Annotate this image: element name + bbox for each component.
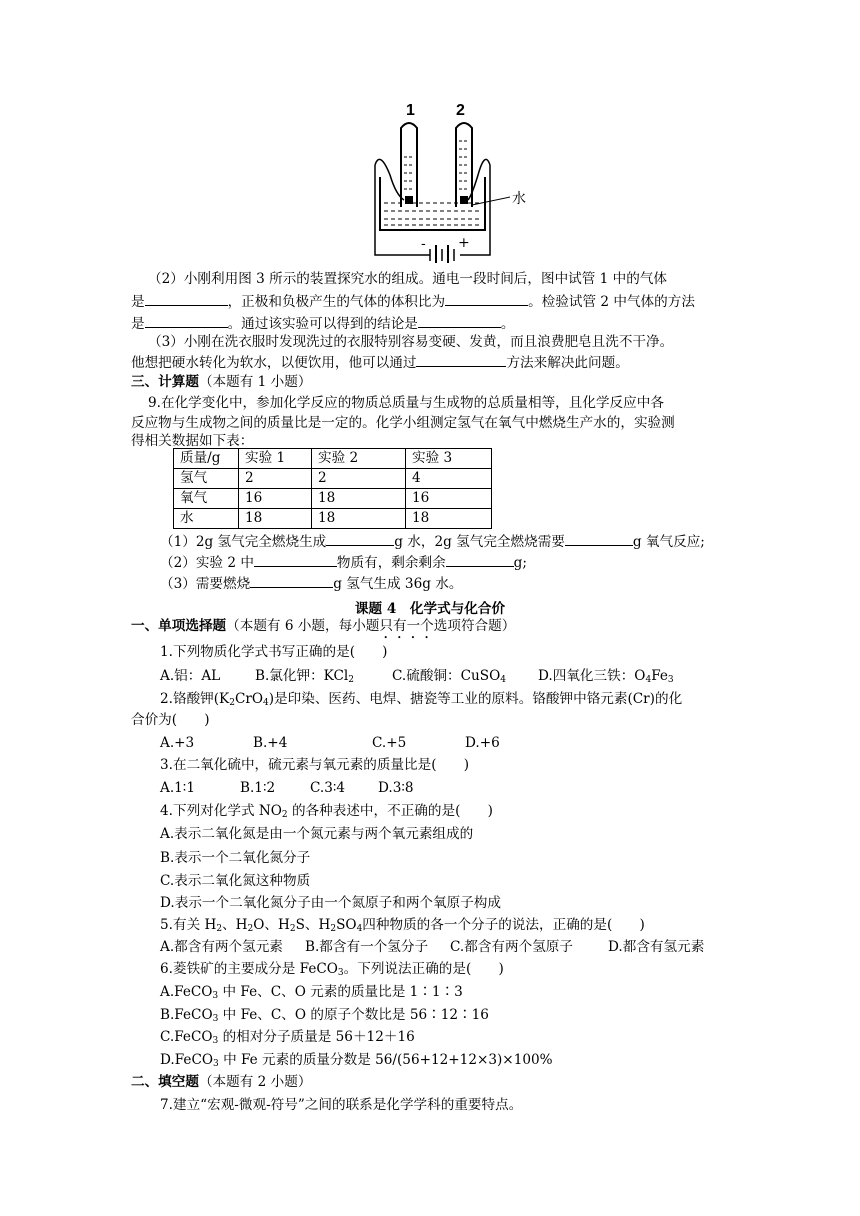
minus-sign: - — [421, 236, 426, 252]
table-header-cell: 实验 2 — [312, 449, 406, 469]
q9-sub2: （2）实验 2 中 物质有，剩余剩余 g; — [160, 552, 527, 573]
q6-option-c: C.FeCO$_3$ 的相对分子质量是 56＋12＋16 — [160, 1029, 415, 1046]
table-cell: 16 — [406, 489, 492, 509]
q3-option-d: D.3∶8 — [378, 780, 414, 796]
q1-option-b: B.氯化钾：KCl$_2$ — [255, 668, 354, 685]
answer-blank[interactable] — [326, 531, 394, 546]
q4-option-a: A.表示二氧化氮是由一个氮元素与两个氧元素组成的 — [160, 826, 474, 842]
q2-option-c: C.+5 — [372, 735, 407, 751]
q4-option-d: D.表示一个二氧化氮分子由一个氮原子和两个氧原子构成 — [160, 895, 501, 911]
q9-stem-line3: 得相关数据如下表： — [131, 433, 254, 449]
table-row — [174, 489, 492, 509]
q3-option-a: A.1∶1 — [160, 780, 195, 796]
q7-stem: 7.建立“宏观-微观-符号”之间的联系是化学学科的重要特点。 — [160, 1097, 523, 1113]
table-header-cell: 实验 1 — [239, 449, 312, 469]
q2-stem-line1: 2.铬酸钾$(K_2CrO_4)$是印染、医药、电焊、搪瓷等工业的原料。铬酸钾中铬元素(Cr)的化 — [160, 691, 683, 708]
table-cell: 18 — [312, 489, 406, 509]
electrolysis-figure — [360, 95, 535, 265]
q9-sub3: （3）需要燃烧 g 氢气生成 36g 水。 — [160, 573, 462, 594]
q3-options — [160, 778, 414, 798]
q5-stem: 5.有关 $H_2$、$H_2O$、$H_2S$、$H_2SO_4$四种物质的各一个分子的说法，正确的是( ) — [160, 917, 645, 934]
answer-blank[interactable] — [565, 531, 633, 546]
q5-option-b: B.都含有一个氢分子 — [305, 939, 429, 955]
table-cell: 水 — [174, 509, 239, 529]
answer-blank[interactable] — [145, 313, 228, 328]
q6-option-b: B.FeCO$_3$ 中 Fe、C、O 的原子个数比是 56∶12∶16 — [160, 1007, 489, 1024]
answer-blank[interactable] — [416, 352, 506, 367]
tube1-label: 1 — [406, 102, 415, 119]
q8-part2-line1: （2）小刚利用图 3 所示的装置探究水的组成。通电一段时间后，图中试管 1 中的气体 — [148, 271, 668, 287]
q4-option-c: C.表示二氧化氮这种物质 — [160, 873, 311, 889]
q5-option-d: D.都含有氢元素 — [608, 939, 705, 955]
q8-part3-line1: （3）小刚在洗衣服时发现洗过的衣服特别容易变硬、发黄，而且浪费肥皂且洗不干净。 — [148, 334, 674, 350]
q6-stem: 6.菱铁矿的主要成分是 FeCO$_3$。下列说法正确的是( ) — [160, 961, 504, 978]
table-header-cell: 实验 3 — [406, 449, 492, 469]
section1-heading: 一、单项选择题（本题有 6 小题，每小题只有一个选项符合题） — [131, 618, 516, 634]
q3-stem: 3.在二氧化硫中，硫元素与氧元素的质量比是( ) — [160, 757, 470, 773]
q3-option-b: B.1∶2 — [240, 780, 276, 796]
q6-option-a: A.FeCO$_3$ 中 Fe、C、O 元素的质量比是 1∶1∶3 — [160, 984, 463, 1001]
q9-sub1: （1）2g 氢气完全燃烧生成 g 水，2g 氢气完全燃烧需要 g 氧气反应; — [160, 531, 705, 552]
answer-blank[interactable] — [418, 313, 501, 328]
data-table — [173, 448, 492, 529]
table-header-cell: 质量/g — [174, 449, 239, 469]
q1-option-a: A.铝：AL — [160, 668, 221, 684]
q2-options — [160, 733, 500, 753]
water-label: 水 — [512, 191, 526, 207]
table-row — [174, 469, 492, 489]
table-cell: 氧气 — [174, 489, 239, 509]
q2-option-b: B.+4 — [253, 735, 288, 751]
lesson-title: 课题 4 化学式与化合价 — [354, 601, 506, 617]
section2-heading: 二、填空题（本题有 2 小题） — [131, 1074, 312, 1090]
tube2-label: 2 — [456, 102, 465, 119]
q5-option-c: C.都含有两个氢原子 — [450, 939, 573, 955]
answer-blank[interactable] — [145, 291, 228, 306]
table-cell: 18 — [239, 509, 312, 529]
q2-option-a: A.+3 — [160, 735, 195, 751]
q8-part2-line3: 是 。通过该实验可以得到的结论是 。 — [131, 313, 515, 334]
q2-option-d: D.+6 — [465, 735, 500, 751]
table-cell: 2 — [239, 469, 312, 489]
table-cell: 16 — [239, 489, 312, 509]
q6-option-d: D.FeCO$_3$ 中 Fe 元素的质量分数是 56/(56+12+12×3)×100% — [160, 1052, 553, 1069]
answer-blank[interactable] — [254, 552, 337, 567]
answer-blank[interactable] — [250, 573, 333, 588]
q1-option-d: D.四氧化三铁：$O_4Fe_3$ — [538, 668, 674, 685]
q4-option-b: B.表示一个二氧化氮分子 — [160, 850, 311, 866]
q1-options — [160, 666, 674, 686]
plus-sign: + — [458, 235, 470, 251]
table-cell: 18 — [312, 509, 406, 529]
table-cell: 氢气 — [174, 469, 239, 489]
answer-blank[interactable] — [445, 291, 528, 306]
section3-heading: 三、计算题（本题有 1 小题） — [131, 374, 312, 390]
table-cell: 2 — [312, 469, 406, 489]
q1-option-c: C.硫酸铜：CuSO$_4$ — [392, 668, 506, 685]
q3-option-c: C.3∶4 — [310, 780, 346, 796]
table-cell: 4 — [406, 469, 492, 489]
answer-blank[interactable] — [446, 552, 514, 567]
table-cell: 18 — [406, 509, 492, 529]
q9-stem-line1: 9.在化学变化中，参加化学反应的物质总质量与生成物的总质量相等，且化学反应中各 — [148, 395, 664, 411]
q1-stem: 1.下列物质化学式书写正确的是( ) — [160, 644, 388, 660]
q5-options — [160, 937, 705, 957]
q8-part3-line2: 他想把硬水转化为软水，以便饮用，他可以通过 方法来解决此问题。 — [131, 352, 629, 373]
q8-part2-line2: 是 ，正极和负极产生的气体的体积比为 。检验试管 2 中气体的方法 — [131, 291, 695, 312]
q4-stem: 4.下列对化学式 $NO_2$ 的各种表述中，不正确的是( ) — [160, 803, 493, 820]
table-row — [174, 509, 492, 529]
q9-stem-line2: 反应物与生成物之间的质量比是一定的。化学小组测定氢气在氧气中燃烧生产水的，实验测 — [131, 415, 675, 431]
q2-stem-line2: 合价为( ) — [131, 712, 210, 728]
q5-option-a: A.都含有两个氢元素 — [160, 939, 283, 955]
table-header-row — [174, 449, 492, 469]
